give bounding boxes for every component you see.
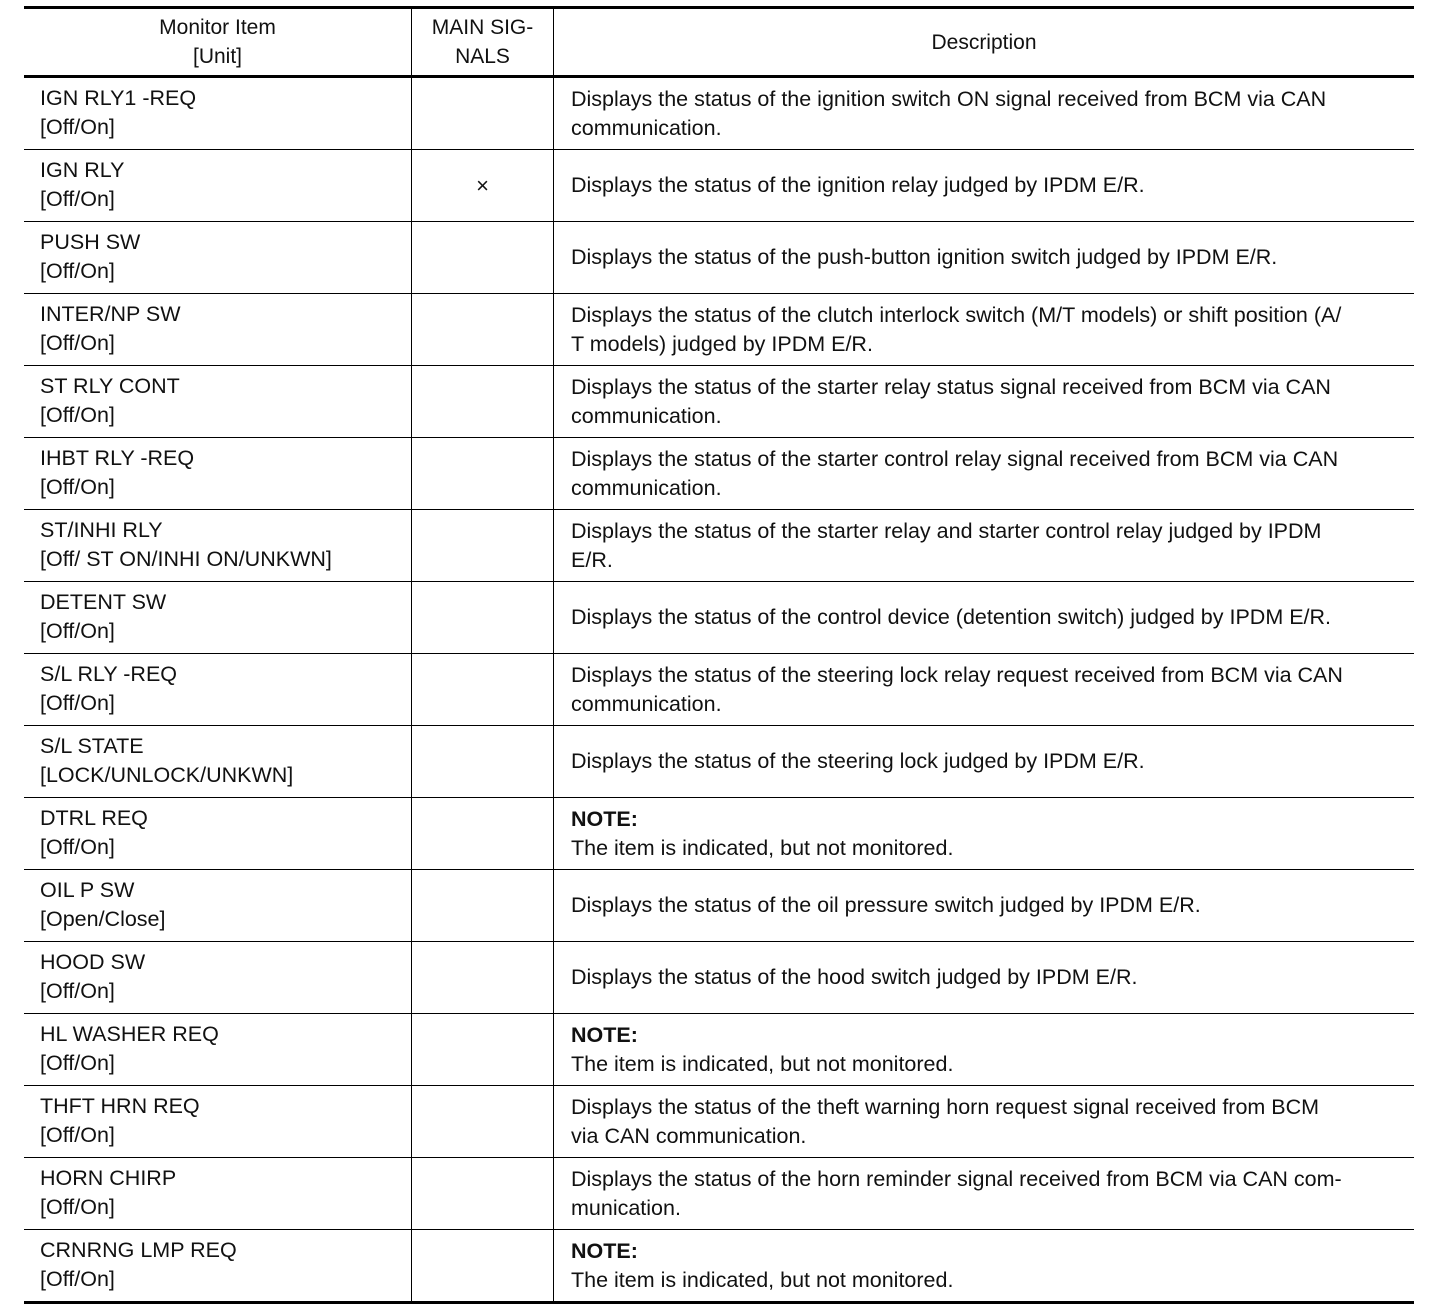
table-row: [24, 150, 1414, 222]
table-body: [24, 78, 1414, 1304]
description-cell: [554, 654, 1414, 725]
monitor-item-name: IHBT RLY -REQ: [40, 446, 195, 470]
description-text: E/R.: [571, 547, 613, 572]
main-signal-cell: [412, 1086, 554, 1157]
table-row: [24, 366, 1414, 438]
description-cell: [554, 150, 1414, 221]
description-cell: [554, 510, 1414, 581]
monitor-item-name: S/L RLY -REQ: [40, 662, 178, 686]
monitor-item-cell: [24, 654, 412, 725]
header-main-signals-line1: MAIN SIG-: [431, 16, 534, 39]
description-cell: [554, 942, 1414, 1013]
monitor-item-unit: [Off/On]: [40, 187, 115, 211]
description-text: The item is indicated, but not monitored.: [571, 835, 954, 860]
description-cell: [554, 1230, 1414, 1301]
monitor-item-name: S/L STATE: [40, 734, 144, 758]
monitor-item-cell: [24, 942, 412, 1013]
monitor-item-unit: [Off/On]: [40, 619, 115, 643]
monitor-item-name: HORN CHIRP: [40, 1166, 177, 1190]
monitor-item-unit: [Off/On]: [40, 1267, 115, 1291]
main-signal-cell: [412, 798, 554, 869]
description-cell: [554, 1086, 1414, 1157]
description-text: communication.: [571, 403, 722, 428]
monitor-item-name: CRNRNG LMP REQ: [40, 1238, 237, 1262]
monitor-item-unit: [Off/On]: [40, 1123, 115, 1147]
description-text: communication.: [571, 475, 722, 500]
table-row: [24, 1158, 1414, 1230]
table-row: [24, 870, 1414, 942]
main-signal-cell: [412, 654, 554, 725]
monitor-item-unit: [Off/On]: [40, 835, 115, 859]
note-label: NOTE:: [571, 1022, 638, 1047]
note-label: NOTE:: [571, 806, 638, 831]
monitor-item-unit: [Off/On]: [40, 475, 115, 499]
monitor-item-name: THFT HRN REQ: [40, 1094, 200, 1118]
main-signal-cell: [412, 870, 554, 941]
description-text: Displays the status of the steering lock judged by IPDM E/R.: [571, 749, 1145, 773]
description-cell: [554, 1158, 1414, 1229]
monitor-item-name: IGN RLY: [40, 158, 125, 182]
monitor-item-name: PUSH SW: [40, 230, 141, 254]
description-text: Displays the status of the ignition relay judged by IPDM E/R.: [571, 173, 1145, 197]
table-row: [24, 1086, 1414, 1158]
description-cell: [554, 366, 1414, 437]
table-row: [24, 510, 1414, 582]
monitor-item-unit: [Open/Close]: [40, 907, 166, 931]
description-text: The item is indicated, but not monitored.: [571, 1051, 954, 1076]
monitor-item-name: INTER/NP SW: [40, 302, 181, 326]
description-text: communication.: [571, 691, 722, 716]
monitor-item-name: HOOD SW: [40, 950, 146, 974]
monitor-item-unit: [LOCK/UNLOCK/UNKWN]: [40, 763, 294, 787]
header-monitor-item: [24, 9, 412, 75]
table-row: [24, 654, 1414, 726]
monitor-item-cell: [24, 294, 412, 365]
main-signal-cell: [412, 1230, 554, 1301]
monitor-item-cell: [24, 582, 412, 653]
table-row: [24, 942, 1414, 1014]
header-description: Description: [931, 30, 1037, 54]
description-text: via CAN communication.: [571, 1123, 807, 1148]
description-text: Displays the status of the starter control relay signal received from BCM via CAN: [571, 446, 1339, 471]
description-cell: [554, 1014, 1414, 1085]
header-monitor-item-line2: [Unit]: [192, 45, 242, 68]
description-text: Displays the status of the horn reminder signal received from BCM via CAN com-: [571, 1166, 1342, 1191]
main-signal-cell: [412, 1014, 554, 1085]
monitor-item-unit: [Off/On]: [40, 979, 115, 1003]
table-row: [24, 726, 1414, 798]
description-cell: [554, 798, 1414, 869]
description-text: Displays the status of the clutch interlock switch (M/T models) or shift position (A/: [571, 302, 1342, 327]
main-signal-cell: [412, 294, 554, 365]
monitor-item-name: ST/INHI RLY: [40, 518, 163, 542]
table-row: [24, 582, 1414, 654]
monitor-item-cell: [24, 870, 412, 941]
description-cell: [554, 222, 1414, 293]
table-row: [24, 78, 1414, 150]
monitor-item-name: HL WASHER REQ: [40, 1022, 219, 1046]
monitor-item-cell: [24, 1014, 412, 1085]
description-cell: [554, 438, 1414, 509]
monitor-item-unit: [Off/On]: [40, 115, 115, 139]
monitor-item-unit: [Off/On]: [40, 331, 115, 355]
monitor-item-cell: [24, 438, 412, 509]
main-signal-cell: [412, 582, 554, 653]
main-signal-cell: [412, 942, 554, 1013]
description-text: Displays the status of the oil pressure switch judged by IPDM E/R.: [571, 893, 1201, 917]
table-row: [24, 1230, 1414, 1304]
description-text: Displays the status of the steering lock relay request received from BCM via CAN: [571, 662, 1343, 687]
main-signal-cell: [412, 78, 554, 149]
table-row: [24, 294, 1414, 366]
monitor-item-cell: [24, 726, 412, 797]
monitor-item-name: IGN RLY1 -REQ: [40, 86, 197, 110]
description-text: T models) judged by IPDM E/R.: [571, 331, 873, 356]
description-cell: [554, 78, 1414, 149]
main-signal-cell: [412, 222, 554, 293]
table-row: [24, 798, 1414, 870]
description-text: Displays the status of the starter relay status signal received from BCM via CAN: [571, 374, 1331, 399]
monitor-item-cell: [24, 1086, 412, 1157]
main-signal-cell: [412, 726, 554, 797]
monitor-item-unit: [Off/On]: [40, 691, 115, 715]
description-text: Displays the status of the hood switch judged by IPDM E/R.: [571, 965, 1138, 989]
monitor-item-name: OIL P SW: [40, 878, 135, 902]
monitor-item-name: ST RLY CONT: [40, 374, 180, 398]
description-text: Displays the status of the control device (detention switch) judged by IPDM E/R.: [571, 605, 1332, 629]
main-signal-cell: [412, 1158, 554, 1229]
monitor-item-cell: [24, 222, 412, 293]
monitor-item-cell: [24, 510, 412, 581]
description-text: munication.: [571, 1195, 681, 1220]
main-signal-cell: [412, 438, 554, 509]
monitor-item-table: [24, 6, 1414, 1304]
header-main-signals-line2: NALS: [455, 45, 510, 68]
description-text: Displays the status of the starter relay and starter control relay judged by IPDM: [571, 518, 1322, 543]
note-label: NOTE:: [571, 1238, 638, 1263]
table-row: [24, 1014, 1414, 1086]
monitor-item-cell: [24, 150, 412, 221]
description-text: Displays the status of the theft warning horn request signal received from BCM: [571, 1094, 1320, 1119]
description-text: Displays the status of the ignition switch ON signal received from BCM via CAN: [571, 86, 1327, 111]
description-text: The item is indicated, but not monitored.: [571, 1267, 954, 1292]
description-text: communication.: [571, 115, 722, 140]
monitor-item-cell: [24, 366, 412, 437]
monitor-item-cell: [24, 1230, 412, 1301]
main-signal-cell: [412, 366, 554, 437]
monitor-item-cell: [24, 1158, 412, 1229]
header-main-signals: [412, 9, 554, 75]
description-cell: [554, 870, 1414, 941]
table-header: [24, 6, 1414, 78]
main-signal-cell: [412, 150, 554, 221]
monitor-item-name: DETENT SW: [40, 590, 167, 614]
description-text: Displays the status of the push-button ignition switch judged by IPDM E/R.: [571, 245, 1278, 269]
description-cell: [554, 294, 1414, 365]
table-row: [24, 222, 1414, 294]
monitor-item-unit: [Off/On]: [40, 403, 115, 427]
description-cell: [554, 726, 1414, 797]
monitor-item-cell: [24, 78, 412, 149]
monitor-item-name: DTRL REQ: [40, 806, 148, 830]
monitor-item-unit: [Off/On]: [40, 1195, 115, 1219]
main-signal-mark: ×: [476, 172, 489, 198]
table-row: [24, 438, 1414, 510]
header-monitor-item-line1: Monitor Item: [159, 16, 276, 39]
monitor-item-unit: [Off/On]: [40, 1051, 115, 1075]
main-signal-cell: [412, 510, 554, 581]
description-cell: [554, 582, 1414, 653]
monitor-item-unit: [Off/On]: [40, 259, 115, 283]
monitor-item-unit: [Off/ ST ON/INHI ON/UNKWN]: [40, 547, 332, 571]
monitor-item-cell: [24, 798, 412, 869]
